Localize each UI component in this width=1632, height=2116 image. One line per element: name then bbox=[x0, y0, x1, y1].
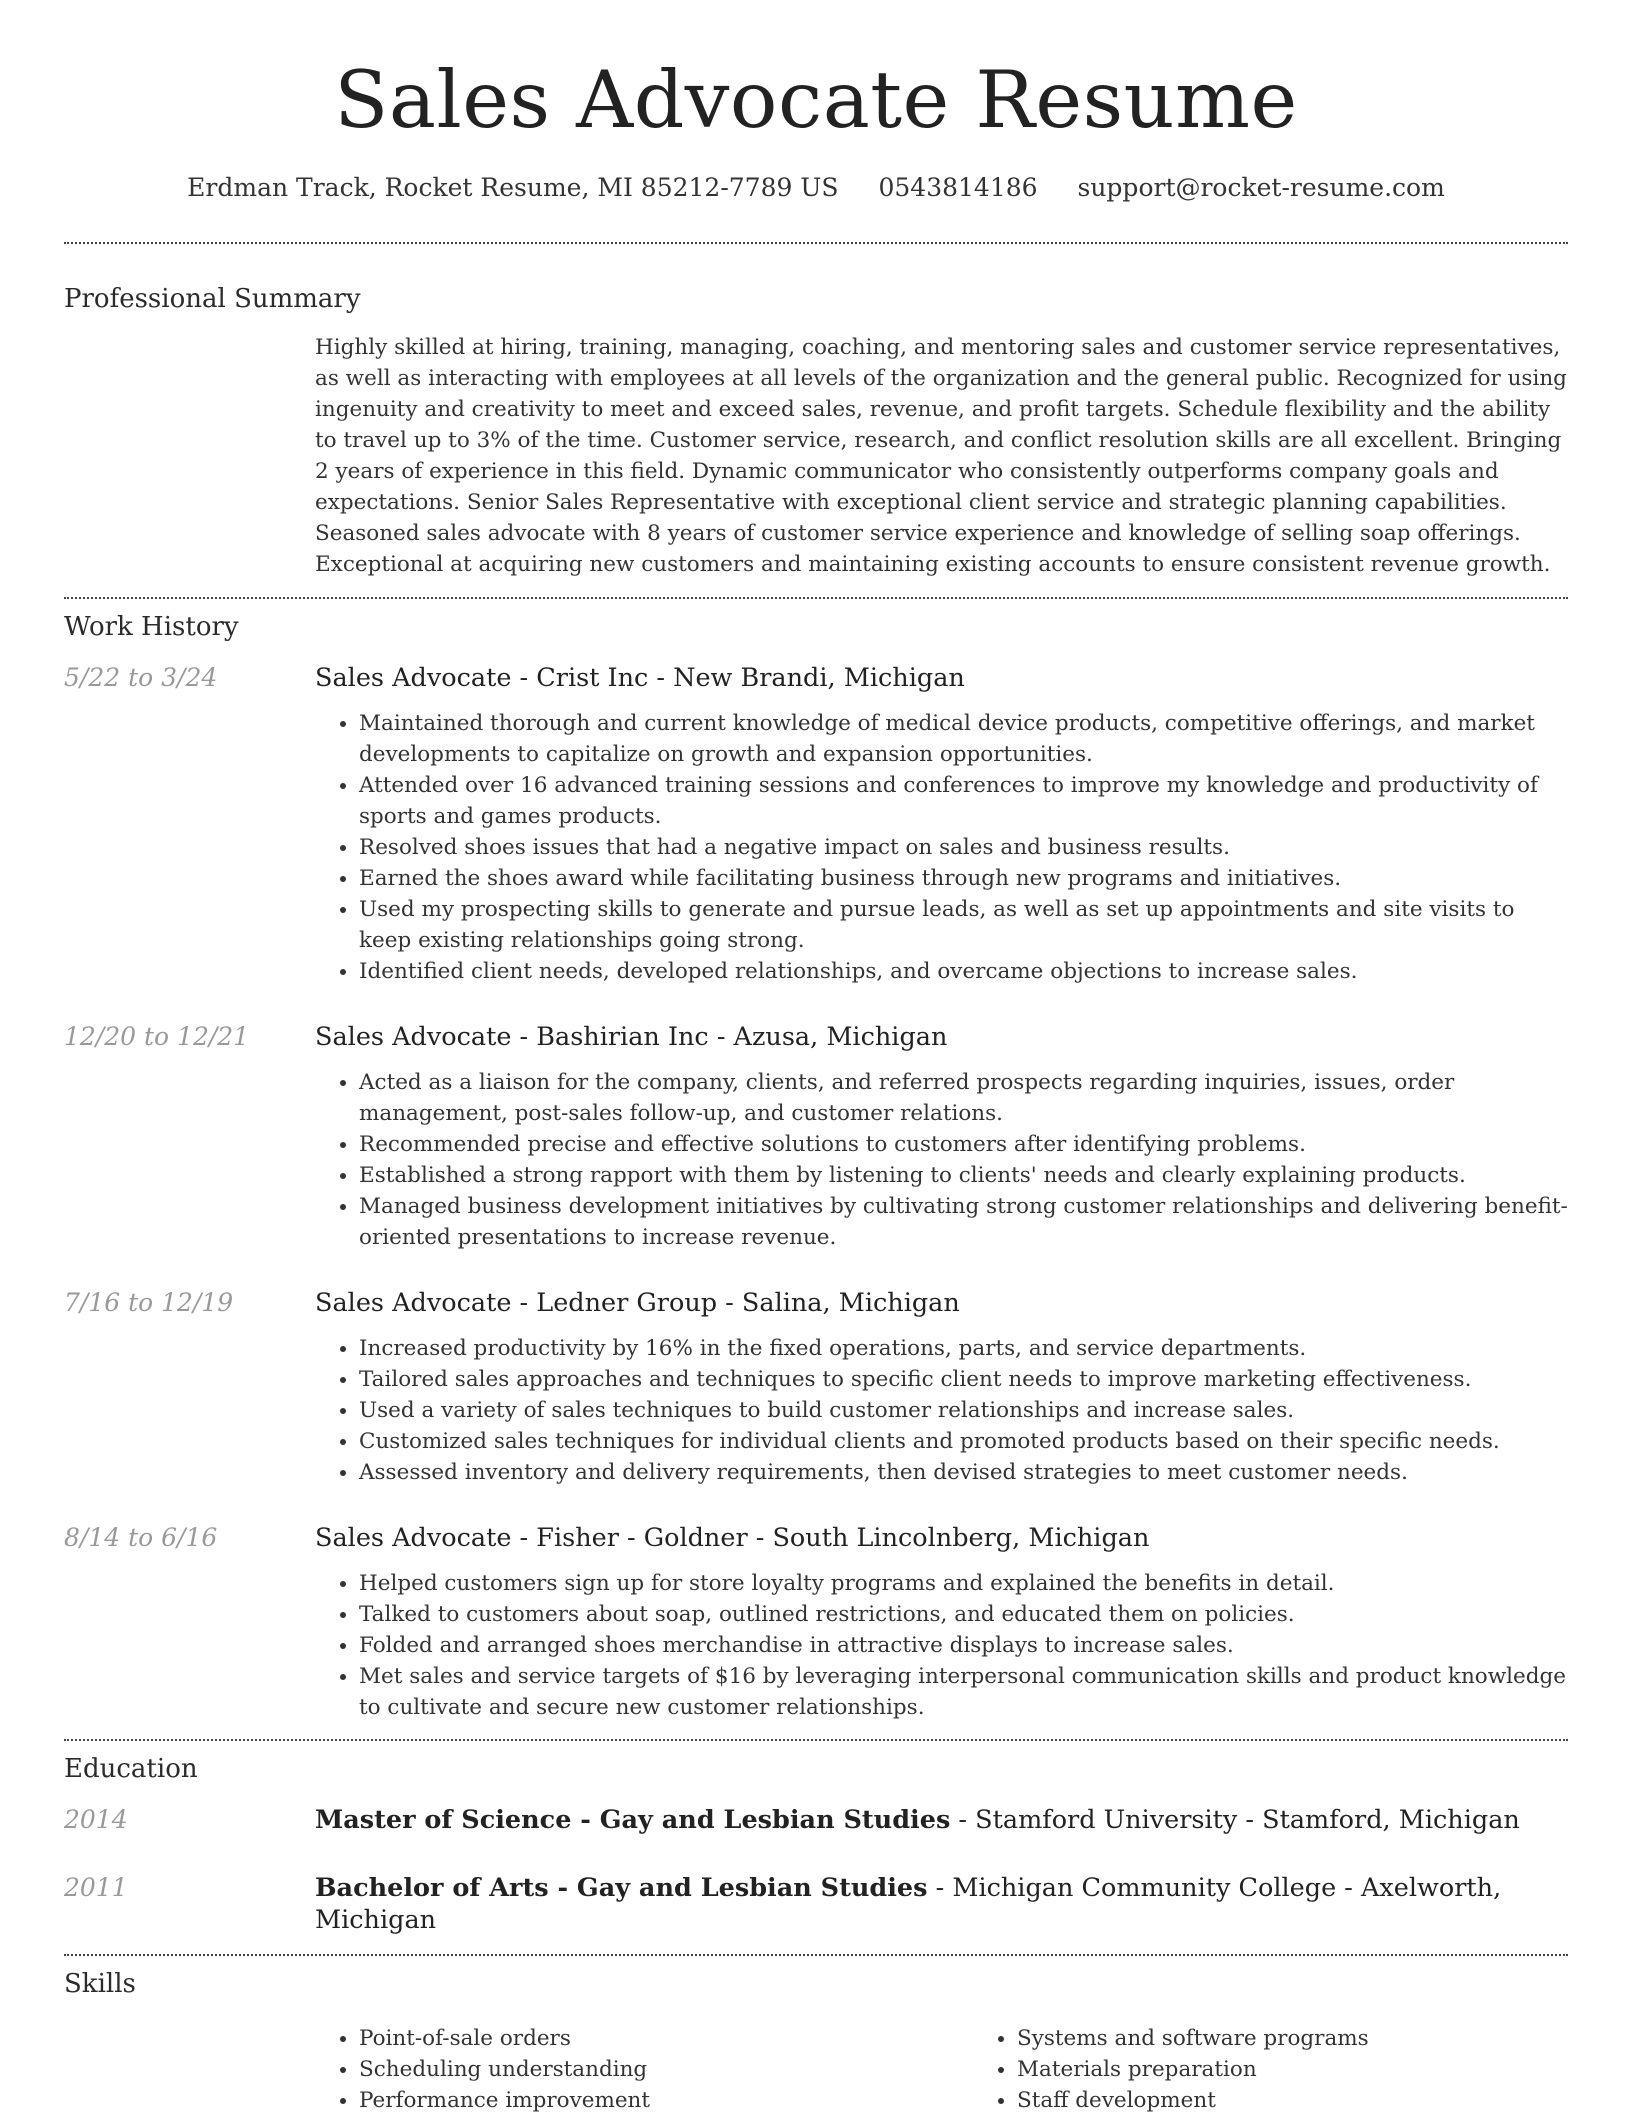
job-bullets bbox=[315, 1333, 1568, 1488]
job-title: Sales Advocate - Bashirian Inc - Azusa, Michigan bbox=[315, 1022, 948, 1052]
education-entry bbox=[64, 1872, 1568, 1936]
job-dates: 7/16 to 12/19 bbox=[64, 1288, 234, 1317]
bullet-item: • Met sales and service targets of $16 by leveraging interpersonal communication skills and product knowledge to cultivate and secure new customer relationships. bbox=[359, 1661, 1568, 1723]
bullet-item: • Talked to customers about soap, outlined restrictions, and educated them on policies. bbox=[359, 1599, 1568, 1630]
section-divider bbox=[64, 597, 1568, 599]
skills-column-right bbox=[973, 2023, 1631, 2116]
education-year: 2011 bbox=[64, 1873, 128, 1902]
contact-line bbox=[64, 172, 1568, 204]
skill-item: • Scheduling understanding bbox=[359, 2054, 973, 2085]
skills-column-left bbox=[315, 2023, 973, 2116]
job-title: Sales Advocate - Fisher - Goldner - South Lincolnberg, Michigan bbox=[315, 1523, 1150, 1553]
bullet-item: • Tailored sales approaches and techniques to specific client needs to improve marketing effectiveness. bbox=[359, 1364, 1568, 1395]
section-heading-summary: Professional Summary bbox=[64, 284, 361, 314]
section-divider bbox=[64, 242, 1568, 244]
bullet-item: • Identified client needs, developed relationships, and overcame objections to increase sales. bbox=[359, 956, 1568, 987]
bullet-item: • Established a strong rapport with them by listening to clients' needs and clearly explaining products. bbox=[359, 1160, 1568, 1191]
bullet-item: • Increased productivity by 16% in the fixed operations, parts, and service departments. bbox=[359, 1333, 1568, 1364]
skill-item: • Performance improvement bbox=[359, 2085, 973, 2116]
job-title: Sales Advocate - Ledner Group - Salina, Michigan bbox=[315, 1288, 960, 1318]
education-school: - Stamford University - Stamford, Michigan bbox=[950, 1805, 1520, 1835]
section-heading-work: Work History bbox=[64, 612, 239, 642]
section-divider bbox=[64, 1739, 1568, 1741]
section-divider bbox=[64, 1954, 1568, 1956]
job-dates: 8/14 to 6/16 bbox=[64, 1523, 218, 1552]
bullet-item: • Folded and arranged shoes merchandise in attractive displays to increase sales. bbox=[359, 1630, 1568, 1661]
bullet-item: • Resolved shoes issues that had a negative impact on sales and business results. bbox=[359, 832, 1568, 863]
bullet-item: • Maintained thorough and current knowledge of medical device products, competitive offerings, and market developments to capitalize on growth and expansion opportunities. bbox=[359, 708, 1568, 770]
bullet-item: • Managed business development initiatives by cultivating strong customer relationships and delivering benefit-oriented presentations to increase revenue. bbox=[359, 1191, 1568, 1253]
section-heading-skills: Skills bbox=[64, 1969, 136, 1999]
job-entry bbox=[64, 1522, 1568, 1723]
skills-list bbox=[315, 2023, 1631, 2116]
bullet-item: • Assessed inventory and delivery requirements, then devised strategies to meet customer needs. bbox=[359, 1457, 1568, 1488]
bullet-item: • Acted as a liaison for the company, clients, and referred prospects regarding inquiries, issues, order management, post-sales follow-up, and customer relations. bbox=[359, 1067, 1568, 1129]
job-dates: 12/20 to 12/21 bbox=[64, 1022, 250, 1051]
job-bullets bbox=[315, 1067, 1568, 1253]
bullet-item: • Customized sales techniques for individual clients and promoted products based on their specific needs. bbox=[359, 1426, 1568, 1457]
skill-item: • Staff development bbox=[1017, 2085, 1631, 2116]
resume-title: Sales Advocate Resume bbox=[334, 54, 1298, 146]
education-school: - Michigan Community College - Axelworth, Michigan bbox=[315, 1873, 1502, 1935]
contact-phone: 0543814186 bbox=[878, 173, 1038, 202]
contact-email: support@rocket-resume.com bbox=[1077, 173, 1445, 202]
education-year: 2014 bbox=[64, 1805, 128, 1834]
bullet-item: • Used my prospecting skills to generate and pursue leads, as well as set up appointments and site visits to keep existing relationships going strong. bbox=[359, 894, 1568, 956]
bullet-item: • Used a variety of sales techniques to build customer relationships and increase sales. bbox=[359, 1395, 1568, 1426]
section-heading-education: Education bbox=[64, 1754, 198, 1784]
skill-item: • Materials preparation bbox=[1017, 2054, 1631, 2085]
job-entry bbox=[64, 1021, 1568, 1253]
skill-item: • Point-of-sale orders bbox=[359, 2023, 973, 2054]
bullet-item: • Recommended precise and effective solutions to customers after identifying problems. bbox=[359, 1129, 1568, 1160]
skill-item: • Systems and software programs bbox=[1017, 2023, 1631, 2054]
job-bullets bbox=[315, 708, 1568, 987]
job-title: Sales Advocate - Crist Inc - New Brandi, Michigan bbox=[315, 663, 965, 693]
bullet-item: • Helped customers sign up for store loyalty programs and explained the benefits in detail. bbox=[359, 1568, 1568, 1599]
job-bullets bbox=[315, 1568, 1568, 1723]
education-degree: Master of Science - Gay and Lesbian Studies bbox=[315, 1805, 951, 1835]
education-entry bbox=[64, 1804, 1568, 1836]
education-degree: Bachelor of Arts - Gay and Lesbian Studies bbox=[315, 1873, 928, 1903]
job-entry bbox=[64, 1287, 1568, 1488]
bullet-item: • Attended over 16 advanced training sessions and conferences to improve my knowledge and productivity of sports and games products. bbox=[359, 770, 1568, 832]
summary-text: Highly skilled at hiring, training, managing, coaching, and mentoring sales and customer service representatives, as well as interacting with employees at all levels of the organization and the general public. Recognized for using ingenuity and creativity to meet and exceed sales, revenue, and profit targets. Schedule flexibility and the ability to travel up to 3% of the time. Customer service, research, and conflict resolution skills are all excellent. Bringing 2 years of experience in this field. Dynamic communicator who consistently outperforms company goals and expectations. Senior Sales Representative with exceptional client service and strategic planning capabilities. Seasoned sales advocate with 8 years of customer service experience and knowledge of selling soap offerings. Exceptional at acquiring new customers and maintaining existing accounts to ensure consistent revenue growth. bbox=[315, 335, 1567, 577]
bullet-item: • Earned the shoes award while facilitating business through new programs and initiatives. bbox=[359, 863, 1568, 894]
job-dates: 5/22 to 3/24 bbox=[64, 663, 218, 692]
resume-page bbox=[64, 0, 1568, 2116]
contact-address: Erdman Track, Rocket Resume, MI 85212-7789 US bbox=[187, 173, 839, 202]
job-entry bbox=[64, 662, 1568, 987]
